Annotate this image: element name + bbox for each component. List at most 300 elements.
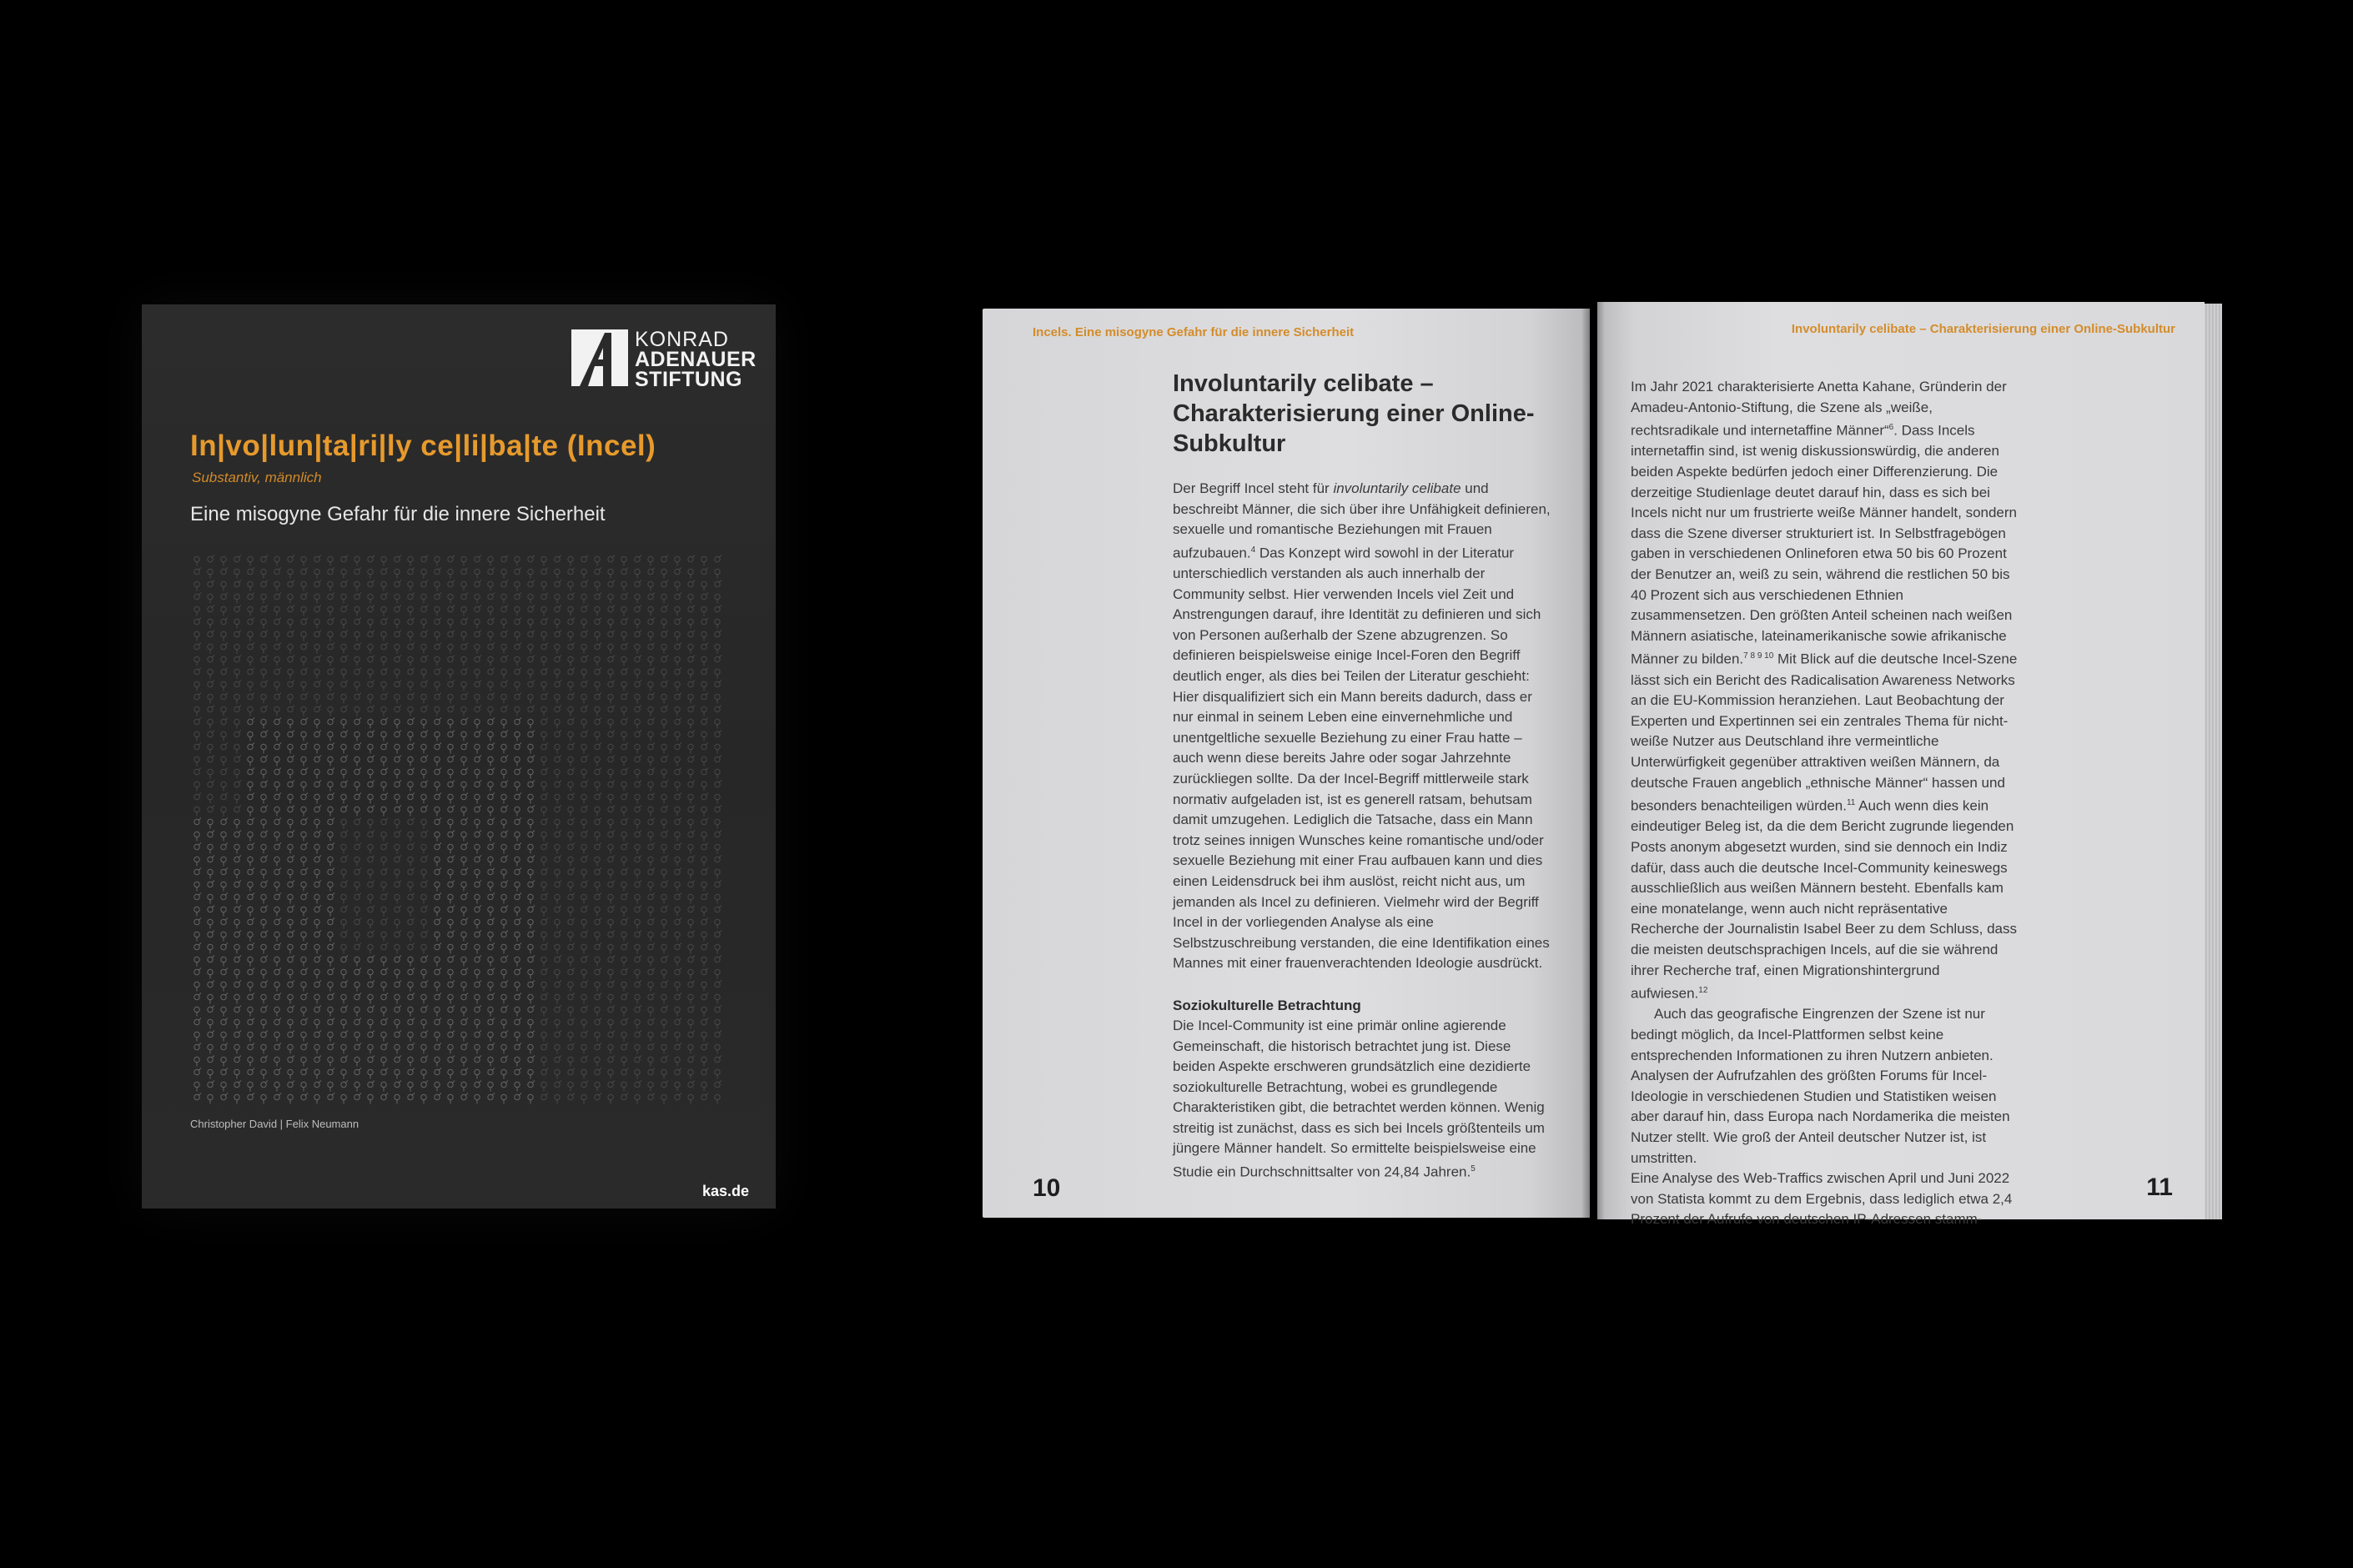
female-symbol-icon	[568, 1057, 573, 1066]
male-symbol-icon	[234, 756, 241, 762]
female-symbol-icon	[274, 606, 279, 616]
female-symbol-icon	[221, 1007, 226, 1016]
footnote-ref: 11	[1846, 798, 1856, 808]
female-symbol-icon	[715, 1069, 720, 1078]
male-symbol-icon	[488, 643, 495, 650]
female-symbol-icon	[501, 869, 506, 878]
male-symbol-icon	[661, 881, 668, 887]
female-symbol-icon	[635, 1094, 640, 1103]
female-symbol-icon	[448, 994, 453, 1003]
male-symbol-icon	[288, 956, 294, 962]
male-symbol-icon	[288, 631, 294, 637]
male-symbol-icon	[301, 768, 308, 775]
female-symbol-icon	[528, 769, 533, 778]
male-symbol-icon	[248, 918, 254, 925]
female-symbol-icon	[648, 832, 653, 841]
male-symbol-icon	[395, 931, 401, 937]
section-heading: Soziokulturelle Betrachtung	[1173, 997, 1361, 1013]
female-symbol-icon	[234, 569, 239, 578]
book-spine-shadow	[1581, 302, 1605, 1228]
female-symbol-icon	[528, 1019, 533, 1028]
female-symbol-icon	[421, 569, 426, 578]
male-symbol-icon	[648, 668, 655, 675]
female-symbol-icon	[421, 994, 426, 1003]
female-symbol-icon	[648, 606, 653, 616]
female-symbol-icon	[274, 857, 279, 866]
female-symbol-icon	[261, 1044, 266, 1053]
male-symbol-icon	[675, 993, 681, 1000]
male-symbol-icon	[381, 618, 388, 625]
female-symbol-icon	[288, 894, 293, 903]
female-symbol-icon	[608, 619, 613, 628]
female-symbol-icon	[448, 644, 453, 653]
male-symbol-icon	[328, 793, 334, 800]
male-symbol-icon	[541, 968, 548, 975]
male-symbol-icon	[274, 768, 281, 775]
male-symbol-icon	[435, 693, 441, 700]
male-symbol-icon	[341, 1006, 348, 1013]
female-symbol-icon	[648, 781, 653, 791]
female-symbol-icon	[608, 994, 613, 1003]
male-symbol-icon	[381, 993, 388, 1000]
female-symbol-icon	[381, 832, 386, 841]
female-symbol-icon	[435, 1057, 440, 1066]
female-symbol-icon	[288, 744, 293, 753]
female-symbol-icon	[555, 894, 560, 903]
male-symbol-icon	[528, 831, 535, 837]
male-symbol-icon	[234, 906, 241, 912]
female-symbol-icon	[435, 882, 440, 891]
female-symbol-icon	[688, 819, 693, 828]
female-symbol-icon	[675, 982, 680, 991]
male-symbol-icon	[368, 631, 375, 637]
male-symbol-icon	[461, 743, 468, 750]
male-symbol-icon	[608, 981, 615, 988]
female-symbol-icon	[515, 957, 520, 966]
male-symbol-icon	[314, 956, 321, 962]
male-symbol-icon	[395, 756, 401, 762]
female-symbol-icon	[314, 694, 319, 703]
female-symbol-icon	[301, 631, 306, 641]
male-symbol-icon	[675, 593, 681, 600]
male-symbol-icon	[354, 818, 361, 825]
male-symbol-icon	[341, 881, 348, 887]
male-symbol-icon	[635, 1031, 641, 1038]
female-symbol-icon	[555, 644, 560, 653]
female-symbol-icon	[635, 644, 640, 653]
female-symbol-icon	[194, 556, 199, 565]
male-symbol-icon	[194, 943, 201, 950]
male-symbol-icon	[581, 706, 588, 712]
male-symbol-icon	[435, 993, 441, 1000]
male-symbol-icon	[408, 693, 415, 700]
male-symbol-icon	[581, 856, 588, 862]
female-symbol-icon	[328, 756, 333, 766]
female-symbol-icon	[341, 744, 346, 753]
male-symbol-icon	[208, 580, 214, 587]
male-symbol-icon	[488, 718, 495, 725]
male-symbol-icon	[435, 818, 441, 825]
female-symbol-icon	[488, 706, 493, 716]
female-symbol-icon	[688, 919, 693, 928]
male-symbol-icon	[314, 1081, 321, 1088]
male-symbol-icon	[288, 555, 294, 562]
male-symbol-icon	[395, 906, 401, 912]
male-symbol-icon	[595, 1018, 601, 1025]
male-symbol-icon	[208, 1031, 214, 1038]
right-text-column	[1631, 377, 2019, 1230]
male-symbol-icon	[408, 918, 415, 925]
male-symbol-icon	[621, 843, 628, 850]
male-symbol-icon	[488, 843, 495, 850]
male-symbol-icon	[701, 843, 708, 850]
female-symbol-icon	[328, 556, 333, 565]
female-symbol-icon	[421, 619, 426, 628]
male-symbol-icon	[234, 931, 241, 937]
female-symbol-icon	[221, 731, 226, 741]
female-symbol-icon	[194, 1007, 199, 1016]
female-symbol-icon	[301, 907, 306, 916]
female-symbol-icon	[488, 731, 493, 741]
male-symbol-icon	[448, 681, 455, 687]
female-symbol-icon	[581, 1094, 586, 1103]
male-symbol-icon	[661, 555, 668, 562]
female-symbol-icon	[354, 807, 359, 816]
male-symbol-icon	[461, 843, 468, 850]
male-symbol-icon	[515, 1043, 521, 1050]
para-text: Auch das geografische Eingrenzen der Szene ist nur bedingt möglich, da Incel-Plattformen selbst keine entsprechenden Informationen zu ihren Nutzern anbieten. Analysen der Aufrufzahlen des größten Forums für Incel-Ideologie in verschiedenen Studien und Statistiken weisen aber darauf hin, dass Europa nach Nordamerika die meisten Nutzer stellt. Wie groß der Anteil deutscher Nutzer ist, ist umstritten.	[1631, 1006, 2010, 1166]
male-symbol-icon	[301, 1043, 308, 1050]
female-symbol-icon	[608, 744, 613, 753]
female-symbol-icon	[248, 631, 253, 641]
male-symbol-icon	[648, 1018, 655, 1025]
female-symbol-icon	[368, 1069, 373, 1078]
female-symbol-icon	[595, 731, 600, 741]
male-symbol-icon	[555, 931, 561, 937]
female-symbol-icon	[381, 982, 386, 991]
male-symbol-icon	[715, 831, 721, 837]
male-symbol-icon	[501, 781, 508, 787]
male-symbol-icon	[421, 956, 428, 962]
female-symbol-icon	[528, 1094, 533, 1103]
male-symbol-icon	[701, 643, 708, 650]
male-symbol-icon	[661, 831, 668, 837]
female-symbol-icon	[274, 932, 279, 941]
female-symbol-icon	[581, 894, 586, 903]
male-symbol-icon	[715, 606, 721, 612]
female-symbol-icon	[688, 719, 693, 728]
male-symbol-icon	[461, 893, 468, 900]
male-symbol-icon	[381, 868, 388, 875]
female-symbol-icon	[288, 694, 293, 703]
male-symbol-icon	[488, 1093, 495, 1100]
male-symbol-icon	[274, 593, 281, 600]
male-symbol-icon	[341, 906, 348, 912]
female-symbol-icon	[208, 894, 213, 903]
male-symbol-icon	[475, 881, 481, 887]
male-symbol-icon	[541, 568, 548, 575]
male-symbol-icon	[568, 618, 575, 625]
female-symbol-icon	[408, 681, 413, 691]
female-symbol-icon	[301, 656, 306, 666]
male-symbol-icon	[635, 931, 641, 937]
male-symbol-icon	[381, 1043, 388, 1050]
male-symbol-icon	[648, 1043, 655, 1050]
female-symbol-icon	[448, 619, 453, 628]
male-symbol-icon	[555, 981, 561, 988]
male-symbol-icon	[555, 906, 561, 912]
male-symbol-icon	[621, 693, 628, 700]
male-symbol-icon	[234, 981, 241, 988]
female-symbol-icon	[701, 932, 706, 941]
male-symbol-icon	[301, 993, 308, 1000]
male-symbol-icon	[515, 693, 521, 700]
female-symbol-icon	[541, 631, 546, 641]
female-symbol-icon	[234, 694, 239, 703]
female-symbol-icon	[234, 769, 239, 778]
male-symbol-icon	[661, 856, 668, 862]
female-symbol-icon	[354, 731, 359, 741]
female-symbol-icon	[501, 594, 506, 603]
female-symbol-icon	[395, 644, 400, 653]
female-symbol-icon	[274, 1007, 279, 1016]
female-symbol-icon	[381, 1007, 386, 1016]
male-symbol-icon	[501, 931, 508, 937]
female-symbol-icon	[688, 594, 693, 603]
male-symbol-icon	[208, 781, 214, 787]
female-symbol-icon	[288, 844, 293, 853]
female-symbol-icon	[475, 819, 480, 828]
male-symbol-icon	[621, 818, 628, 825]
male-symbol-icon	[715, 956, 721, 962]
male-symbol-icon	[648, 893, 655, 900]
female-symbol-icon	[675, 731, 680, 741]
female-symbol-icon	[475, 694, 480, 703]
male-symbol-icon	[475, 956, 481, 962]
male-symbol-icon	[488, 618, 495, 625]
male-symbol-icon	[568, 693, 575, 700]
male-symbol-icon	[234, 731, 241, 737]
female-symbol-icon	[274, 706, 279, 716]
female-symbol-icon	[581, 944, 586, 953]
female-symbol-icon	[528, 844, 533, 853]
male-symbol-icon	[688, 931, 695, 937]
female-symbol-icon	[568, 982, 573, 991]
female-symbol-icon	[528, 944, 533, 953]
male-symbol-icon	[395, 956, 401, 962]
female-symbol-icon	[448, 844, 453, 853]
female-symbol-icon	[701, 832, 706, 841]
male-symbol-icon	[635, 881, 641, 887]
female-symbol-icon	[208, 644, 213, 653]
male-symbol-icon	[501, 656, 508, 662]
female-symbol-icon	[194, 1032, 199, 1041]
female-symbol-icon	[328, 1057, 333, 1066]
female-symbol-icon	[595, 681, 600, 691]
male-symbol-icon	[621, 1068, 628, 1075]
para-text: Eine Analyse des Web-Traffics zwischen April und Juni 2022 von Statista kommt zu dem Ergebnis, dass lediglich etwa 2,4 Prozent der Aufrufe von deutschen IP-Adressen stamm-	[1631, 1170, 2013, 1228]
male-symbol-icon	[408, 868, 415, 875]
male-symbol-icon	[368, 681, 375, 687]
female-symbol-icon	[341, 644, 346, 653]
male-symbol-icon	[688, 1006, 695, 1013]
male-symbol-icon	[208, 906, 214, 912]
female-symbol-icon	[541, 932, 546, 941]
male-symbol-icon	[368, 856, 375, 862]
para-text: Auch wenn dies kein eindeutiger Beleg ist, da die dem Bericht zugrunde liegenden Posts anonym abgesetzt wurden, sind sie dennoch ein Indiz dafür, dass auch die deutsche Incel-Community keineswegs ausschließlich aus weißen Männern besteht. Ebenfalls kam eine monatelange, wenn auch nicht repräsentative Recherche der Journalistin Isabel Beer zu dem Schluss, dass die meisten deutschsprachigen Incels, auf die sie während ihrer Recherche traf, einen Migrationshintergrund aufwiesen.	[1631, 797, 2018, 1002]
female-symbol-icon	[475, 569, 480, 578]
male-symbol-icon	[274, 668, 281, 675]
female-symbol-icon	[381, 932, 386, 941]
female-symbol-icon	[314, 569, 319, 578]
male-symbol-icon	[354, 893, 361, 900]
female-symbol-icon	[608, 969, 613, 978]
female-symbol-icon	[341, 619, 346, 628]
female-symbol-icon	[395, 944, 400, 953]
female-symbol-icon	[208, 1069, 213, 1078]
male-symbol-icon	[528, 856, 535, 862]
male-symbol-icon	[581, 1006, 588, 1013]
female-symbol-icon	[541, 606, 546, 616]
female-symbol-icon	[595, 832, 600, 841]
female-symbol-icon	[194, 807, 199, 816]
male-symbol-icon	[501, 831, 508, 837]
male-symbol-icon	[595, 718, 601, 725]
male-symbol-icon	[595, 868, 601, 875]
male-symbol-icon	[381, 793, 388, 800]
female-symbol-icon	[541, 681, 546, 691]
female-symbol-icon	[715, 1094, 720, 1103]
male-symbol-icon	[608, 1006, 615, 1013]
female-symbol-icon	[381, 656, 386, 666]
female-symbol-icon	[701, 907, 706, 916]
female-symbol-icon	[234, 619, 239, 628]
male-symbol-icon	[261, 906, 268, 912]
female-symbol-icon	[635, 619, 640, 628]
male-symbol-icon	[475, 580, 481, 587]
male-symbol-icon	[621, 968, 628, 975]
female-symbol-icon	[528, 719, 533, 728]
male-symbol-icon	[688, 681, 695, 687]
female-symbol-icon	[354, 1007, 359, 1016]
male-symbol-icon	[408, 968, 415, 975]
female-symbol-icon	[621, 606, 626, 616]
female-symbol-icon	[475, 1019, 480, 1028]
male-symbol-icon	[488, 1068, 495, 1075]
right-running-head: Involuntarily celibate – Charakterisierung einer Online-Subkultur	[1791, 322, 2175, 336]
female-symbol-icon	[675, 556, 680, 565]
female-symbol-icon	[381, 556, 386, 565]
female-symbol-icon	[608, 594, 613, 603]
male-symbol-icon	[555, 656, 561, 662]
male-symbol-icon	[635, 856, 641, 862]
male-symbol-icon	[648, 943, 655, 950]
male-symbol-icon	[528, 906, 535, 912]
female-symbol-icon	[701, 857, 706, 866]
male-symbol-icon	[301, 843, 308, 850]
male-symbol-icon	[608, 1081, 615, 1088]
male-symbol-icon	[448, 931, 455, 937]
female-symbol-icon	[661, 694, 666, 703]
male-symbol-icon	[408, 768, 415, 775]
left-page	[983, 309, 1590, 1218]
male-symbol-icon	[341, 1081, 348, 1088]
female-symbol-icon	[635, 944, 640, 953]
male-symbol-icon	[568, 568, 575, 575]
male-symbol-icon	[461, 1093, 468, 1100]
male-symbol-icon	[395, 831, 401, 837]
female-symbol-icon	[408, 907, 413, 916]
female-symbol-icon	[448, 1044, 453, 1053]
female-symbol-icon	[274, 957, 279, 966]
male-symbol-icon	[261, 631, 268, 637]
left-text-column	[1173, 479, 1556, 1183]
right-paragraph-2	[1631, 1004, 2019, 1168]
female-symbol-icon	[608, 1044, 613, 1053]
male-symbol-icon	[715, 881, 721, 887]
female-symbol-icon	[408, 1057, 413, 1066]
female-symbol-icon	[341, 594, 346, 603]
male-symbol-icon	[475, 981, 481, 988]
male-symbol-icon	[701, 968, 708, 975]
female-symbol-icon	[341, 919, 346, 928]
male-symbol-icon	[595, 968, 601, 975]
female-symbol-icon	[608, 819, 613, 828]
female-symbol-icon	[515, 556, 520, 565]
male-symbol-icon	[288, 856, 294, 862]
female-symbol-icon	[675, 756, 680, 766]
female-symbol-icon	[248, 556, 253, 565]
male-symbol-icon	[354, 1043, 361, 1050]
male-symbol-icon	[675, 843, 681, 850]
male-symbol-icon	[475, 731, 481, 737]
male-symbol-icon	[661, 1056, 668, 1063]
cover-subtitle: Eine misogyne Gefahr für die innere Sicherheit	[190, 503, 606, 525]
male-symbol-icon	[261, 731, 268, 737]
male-symbol-icon	[435, 893, 441, 900]
male-symbol-icon	[621, 618, 628, 625]
female-symbol-icon	[248, 932, 253, 941]
male-symbol-icon	[221, 818, 228, 825]
male-symbol-icon	[221, 943, 228, 950]
male-symbol-icon	[341, 731, 348, 737]
male-symbol-icon	[234, 856, 241, 862]
logo-line-1: KONRAD	[635, 328, 729, 351]
male-symbol-icon	[328, 993, 334, 1000]
male-symbol-icon	[648, 918, 655, 925]
male-symbol-icon	[675, 668, 681, 675]
male-symbol-icon	[208, 856, 214, 862]
female-symbol-icon	[314, 944, 319, 953]
male-symbol-icon	[541, 993, 548, 1000]
male-symbol-icon	[701, 593, 708, 600]
male-symbol-icon	[341, 956, 348, 962]
female-symbol-icon	[635, 969, 640, 978]
female-symbol-icon	[328, 606, 333, 616]
male-symbol-icon	[408, 668, 415, 675]
female-symbol-icon	[395, 1094, 400, 1103]
female-symbol-icon	[421, 869, 426, 878]
male-symbol-icon	[354, 993, 361, 1000]
female-symbol-icon	[461, 606, 466, 616]
male-symbol-icon	[221, 718, 228, 725]
male-symbol-icon	[715, 656, 721, 662]
male-symbol-icon	[408, 743, 415, 750]
male-symbol-icon	[194, 1018, 201, 1025]
female-symbol-icon	[234, 669, 239, 678]
female-symbol-icon	[314, 594, 319, 603]
male-symbol-icon	[448, 731, 455, 737]
